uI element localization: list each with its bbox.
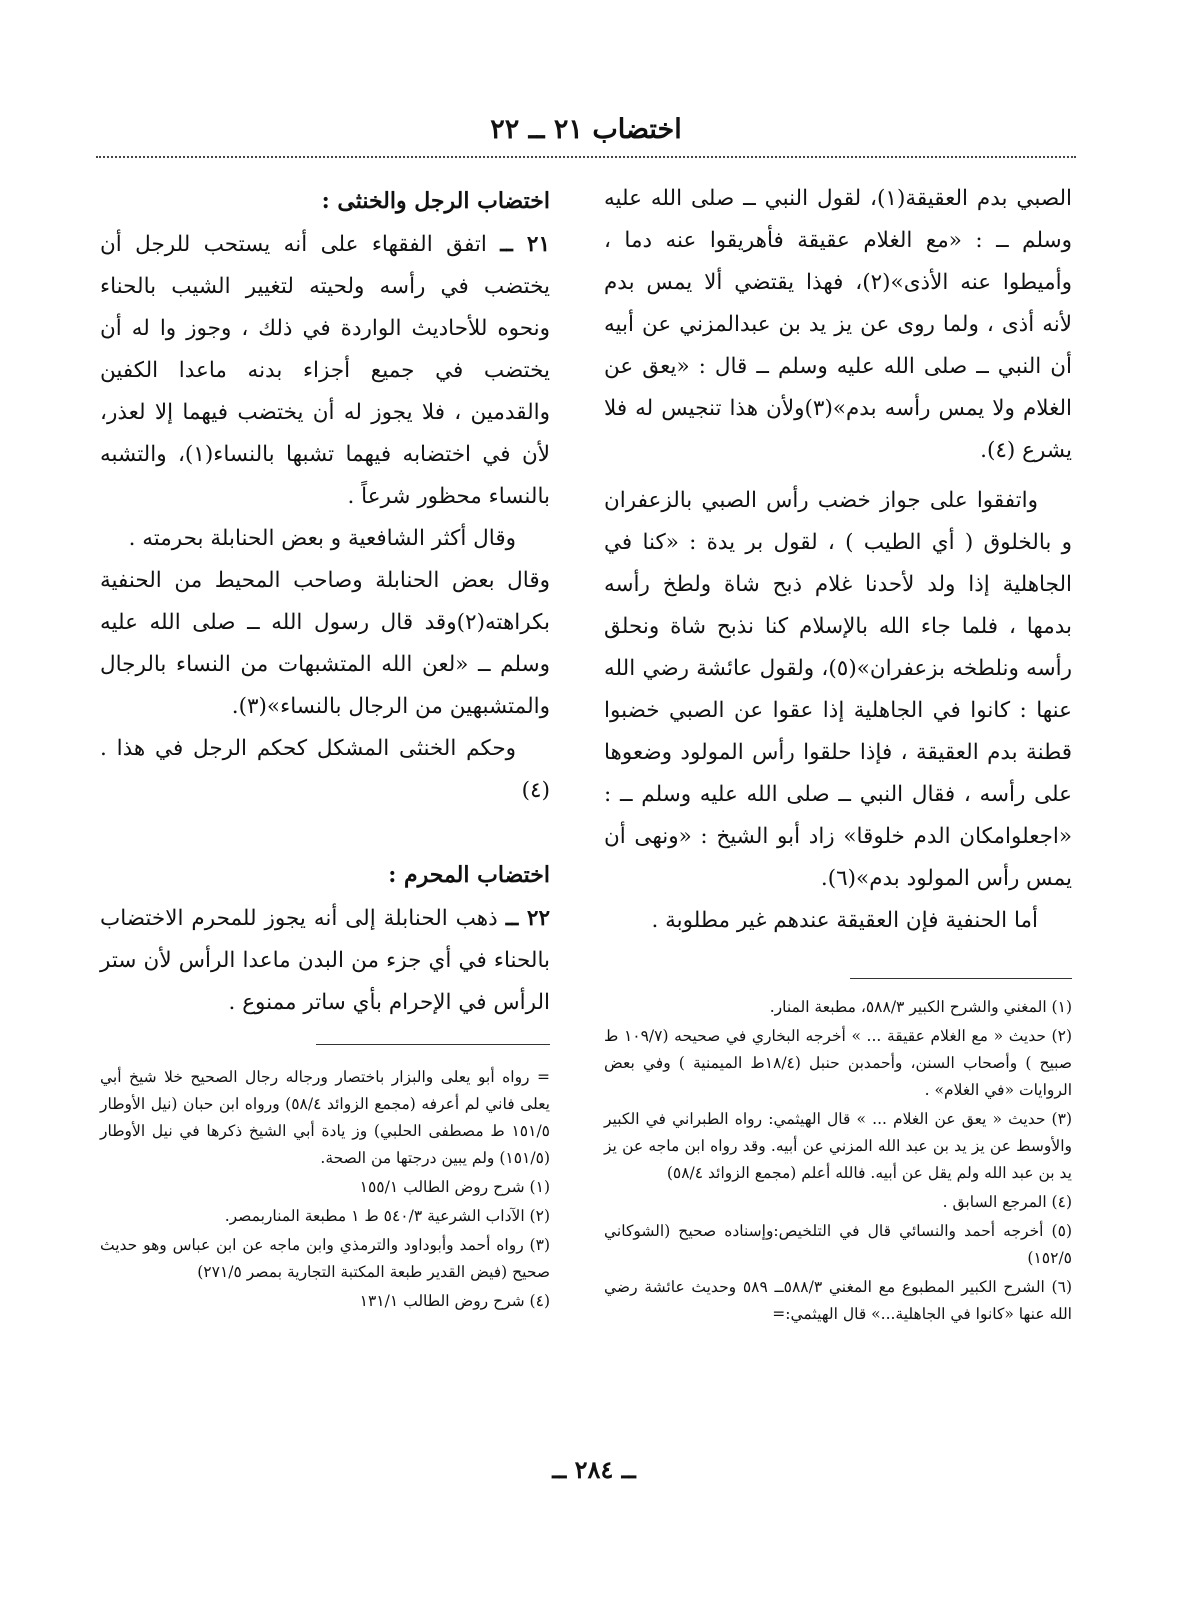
paragraph-text: ذهب الحنابلة إلى أنه يجوز للمحرم الاختضاب بالحناء في أي جزء من البدن ماعدا الرأس لأن ستر الرأس في الإحرام بأي ساتر ممنوع . bbox=[100, 906, 550, 1015]
body-paragraph: الصبي بدم العقيقة(١)، لقول النبي ــ صلى الله عليه وسلم ــ : «مع الغلام عقيقة فأهريقوا عنه دما ، وأميطوا عنه الأذى»(٢)، فهذا يقتضي ألا يمس بدم لأنه أذى ، ولما روى عن يز يد بن عبدالمزني عن أبيه أن النبي ــ صلى الله عليه وسلم ــ قال : «يعق عن الغلام ولا يمس رأسه بدم»(٣)ولأن هذا تنجيس له فلا يشرع (٤). bbox=[604, 186, 1072, 463]
paragraph-number: ٢٢ ــ bbox=[505, 906, 551, 931]
body-paragraph: وقال بعض الحنابلة وصاحب المحيط من الحنفية بكراهته(٢)وقد قال رسول الله ــ صلى الله عليه وسلم ــ «لعن الله المتشبهات من النساء بالرجال والمتشبهين من الرجال بالنساء»(٣). bbox=[100, 568, 550, 719]
page-number: ــ ٢٨٤ ــ bbox=[552, 1455, 636, 1484]
right-column bbox=[604, 178, 1072, 942]
body-paragraph: واتفقوا على جواز خضب رأس الصبي بالزعفران و بالخلوق ( أي الطيب ) ، لقول بر يدة : «كنا في الجاهلية إذا ولد لأحدنا غلام ذبح شاة ولطخ رأسه بدمها ، فلما جاء الله بالإسلام كنا نذبح شاة ونحلق رأسه ونلطخه بزعفران»(٥)، ولقول عائشة رضي الله عنها : كانوا في الجاهلية إذا عقوا عن الصبي خضبوا قطنة بدم العقيقة ، فإذا حلقوا رأس المولود وضعوها على رأسه ، فقال النبي ــ صلى الله عليه وسلم ــ : «اجعلوامكان الدم خلوقا» زاد أبو الشيخ : «ونهى أن يمس رأس المولود بدم»(٦). bbox=[604, 488, 1072, 891]
footnote: (٣) رواه أحمد وأبوداود والترمذي وابن ماجه عن ابن عباس وهو حديث صحيح (فيض القدير طبعة المكتبة التجارية بمصر ٢٧١/٥) bbox=[100, 1236, 550, 1281]
body-paragraph: وقال أكثر الشافعية و بعض الحنابلة بحرمته . bbox=[128, 526, 516, 551]
body-paragraph: وحكم الخنثى المشكل كحكم الرجل في هذا .(٤) bbox=[100, 736, 550, 803]
footnote: (٢) حديث « مع الغلام عقيقة ... » أخرجه البخاري في صحيحه (١٠٩/٧ ط صبيح ) وأصحاب السنن، وأحمدبن حنبل (١٨/٤ط الميمنية ) وفي بعض الروايات «في الغلام» . bbox=[604, 1027, 1072, 1099]
paragraph-number: ٢١ ــ bbox=[500, 232, 550, 257]
footnotes-left bbox=[100, 1064, 550, 1317]
footnote: (٤) شرح روض الطالب ١٣١/١ bbox=[359, 1292, 550, 1310]
footnote-divider bbox=[316, 1044, 550, 1045]
footnote: (٥) أخرجه أحمد والنسائي قال في التلخيص:وإسناده صحيح (الشوكاني ١٥٢/٥) bbox=[604, 1222, 1072, 1267]
running-header: اختضاب ٢١ ــ ٢٢ bbox=[490, 114, 682, 145]
footnote: (٦) الشرح الكبير المطبوع مع المغني ٥٨٨/٣ــ ٥٨٩ وحديث عائشة رضي الله عنها «كانوا في الجاهلية...» قال الهيثمي:= bbox=[604, 1278, 1072, 1323]
section-heading-men: اختضاب الرجل والخنثى : bbox=[321, 188, 550, 214]
footnote: (١) شرح روض الطالب ١٥٥/١ bbox=[359, 1178, 550, 1196]
footnotes-right bbox=[604, 994, 1072, 1330]
footnote-divider bbox=[850, 978, 1072, 979]
footnote: (٢) الآداب الشرعية ٥٤٠/٣ ط ١ مطبعة المناربمصر. bbox=[224, 1207, 550, 1225]
numbered-paragraph bbox=[100, 898, 550, 1024]
numbered-paragraph bbox=[100, 224, 550, 518]
left-column bbox=[100, 178, 550, 1024]
section-heading-muhrim: اختضاب المحرم : bbox=[388, 862, 550, 888]
footnote-continuation: = رواه أبو يعلى والبزار باختصار ورجاله رجال الصحيح خلا شيخ أبي يعلى فاني لم أعرفه (مجمع الزوائد ٥٨/٤) ورواه ابن حبان (نيل الأوطار ١٥١/٥ ط مصطفى الحلبي) وز يادة أبي الشيخ ذكرها في نيل الأوطار (١٥١/٥) ولم يبين درجتها من الصحة. bbox=[100, 1068, 550, 1167]
header-dotted-rule bbox=[96, 156, 1076, 158]
footnote: (٤) المرجع السابق . bbox=[942, 1193, 1072, 1211]
body-paragraph: أما الحنفية فإن العقيقة عندهم غير مطلوبة . bbox=[651, 908, 1038, 933]
footnote: (٣) حديث « يعق عن الغلام ... » قال الهيثمي: رواه الطبراني في الكبير والأوسط عن يز يد بن عبد الله المزني عن أبيه. وقد رواه ابن ماجه عن يز يد بن عبد الله ولم يقل عن أبيه. فالله أعلم (مجمع الزوائد ٥٨/٤) bbox=[604, 1110, 1072, 1182]
paragraph-text: اتفق الفقهاء على أنه يستحب للرجل أن يختضب في رأسه ولحيته لتغيير الشيب بالحناء ونحوه للأحاديث الواردة في ذلك ، وجوز وا له أن يختضب في جميع أجزاء بدنه ماعدا الكفين والقدمين ، فلا يجوز له أن يختضب فيهما إلا لعذر، لأن في اختضابه فيهما تشبها بالنساء(١)، والتشبه بالنساء محظور شرعاً . bbox=[100, 232, 550, 509]
footnote: (١) المغني والشرح الكبير ٥٨٨/٣، مطبعة المنار. bbox=[769, 998, 1072, 1016]
